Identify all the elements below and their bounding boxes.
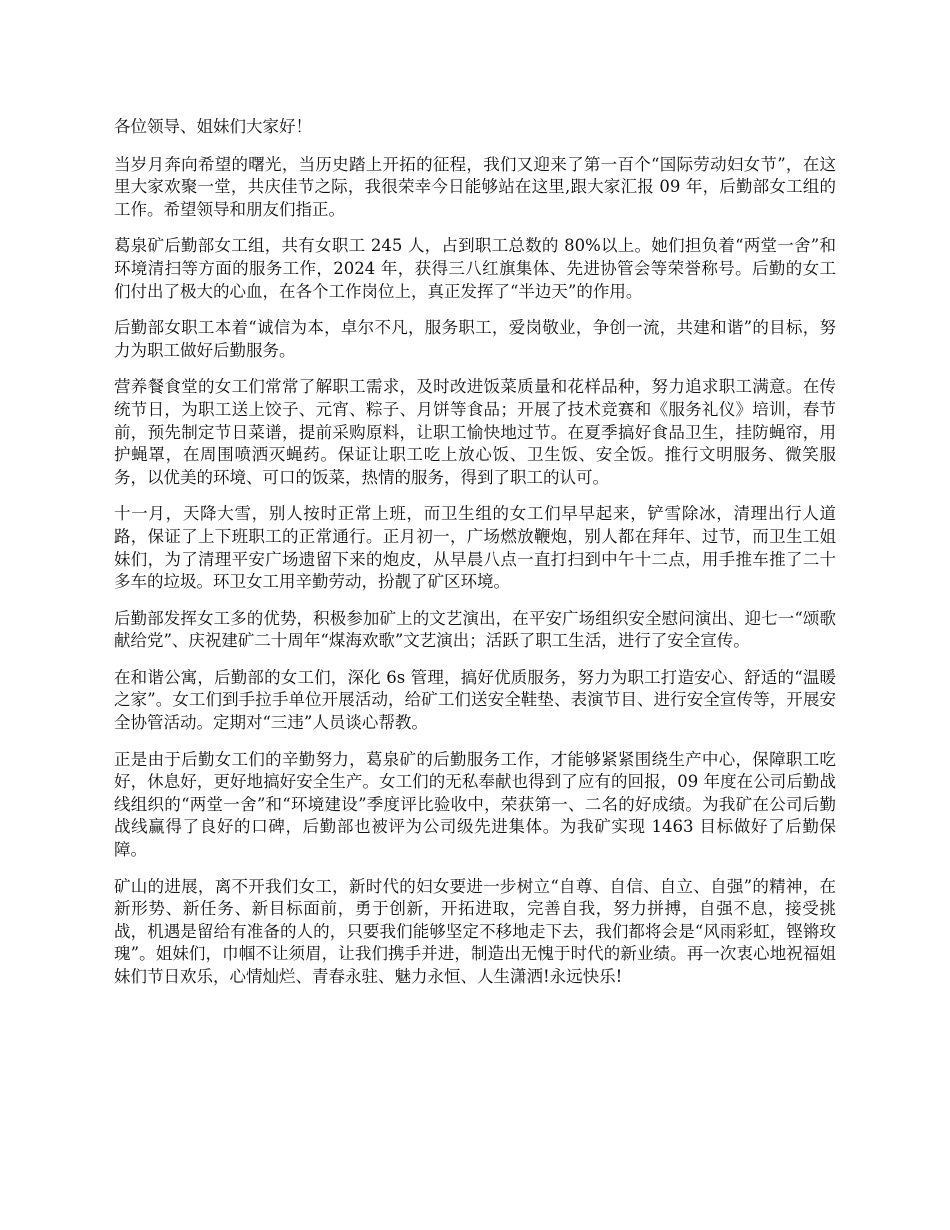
paragraph-overview: 葛泉矿后勤部女工组，共有女职工 245 人，占到职工总数的 80%以上。她们担负着“两堂一舍”和环境清扫等方面的服务工作，2024 年，获得三八红旗集体、先进协管会等荣誉称号。后勤的女工们付出了极大的心血，在各个工作岗位上，真正发挥了“半边天”的作用。 [114, 236, 836, 301]
paragraph-closing: 矿山的进展，离不开我们女工，新时代的妇女要进一步树立“自尊、自信、自立、自强”的精神，在新形势、新任务、新目标面前，勇于创新，开拓进取，完善自我，努力拼搏，自强不息，接受挑战，机遇是留给有准备的人的，只要我们能够坚定不移地走下去，我们都将会是“风雨彩虹，铿锵玫瑰”。姐妹们，巾帼不让须眉，让我们携手并进，制造出无愧于时代的新业绩。再一次衷心地祝福姐妹们节日欢乐，心情灿烂、青春永驻、魅力永恒、人生潇洒!永远快乐! [114, 876, 836, 986]
paragraph-intro: 当岁月奔向希望的曙光，当历史踏上开拓的征程，我们又迎来了第一百个“国际劳动妇女节”，在这里大家欢聚一堂，共庆佳节之际，我很荣幸今日能够站在这里,跟大家汇报 09 年，后勤部女工组的工作。希望领导和朋友们指正。 [114, 154, 836, 219]
paragraph-canteen: 营养餐食堂的女工们常常了解职工需求，及时改进饭菜质量和花样品种，努力追求职工满意。在传统节日，为职工送上饺子、元宵、粽子、月饼等食品；开展了技术竞赛和《服务礼仪》培训，春节前，预先制定节日菜谱，提前采购原料，让职工愉快地过节。在夏季搞好食品卫生，挂防蝇帘，用护蝇罩，在周围喷洒灭蝇药。保证让职工吃上放心饭、卫生饭、安全饭。推行文明服务、微笑服务，以优美的环境、可口的饭菜，热情的服务，得到了职工的认可。 [114, 377, 836, 487]
paragraph-achievements: 正是由于后勤女工们的辛勤努力，葛泉矿的后勤服务工作，才能够紧紧围绕生产中心，保障职工吃好，休息好，更好地搞好安全生产。女工们的无私奉献也得到了应有的回报，09 年度在公司后勤战线组织的“两堂一舍”和“环境建设”季度评比验收中，荣获第一、二名的好成绩。为我矿在公司后勤战线赢得了良好的口碑，后勤部也被评为公司级先进集体。为我矿实现 1463 目标做好了后勤保障。 [114, 749, 836, 860]
paragraph-goal: 后勤部女职工本着“诚信为本，卓尔不凡，服务职工，爱岗敬业，争创一流，共建和谐”的目标，努力为职工做好后勤服务。 [114, 318, 836, 360]
paragraph-performances: 后勤部发挥女工多的优势，积极参加矿上的文艺演出，在平安广场组织安全慰问演出、迎七一“颂歌献给党”、庆祝建矿二十周年“煤海欢歌”文艺演出；活跃了职工生活，进行了安全宣传。 [114, 608, 836, 651]
document-body [114, 116, 836, 1003]
greeting: 各位领导、姐妹们大家好！ [114, 117, 312, 136]
paragraph-sanitation: 十一月，天降大雪，别人按时正常上班，而卫生组的女工们早早起来，铲雪除冰，清理出行人道路，保证了上下班职工的正常通行。正月初一，广场燃放鞭炮，别人都在拜年、过节，而卫生工姐妹们，为了清理平安广场遗留下来的炮皮，从早晨八点一直打扫到中午十二点，用手推车推了二十多车的垃圾。环卫女工用辛勤劳动，扮靓了矿区环境。 [114, 504, 836, 592]
paragraph-apartment: 在和谐公寓，后勤部的女工们，深化 6s 管理，搞好优质服务，努力为职工打造安心、舒适的“温暖之家”。女工们到手拉手单位开展活动，给矿工们送安全鞋垫、表演节目、进行安全宣传等，开展安全协管活动。定期对“三违”人员谈心帮教。 [114, 667, 836, 733]
